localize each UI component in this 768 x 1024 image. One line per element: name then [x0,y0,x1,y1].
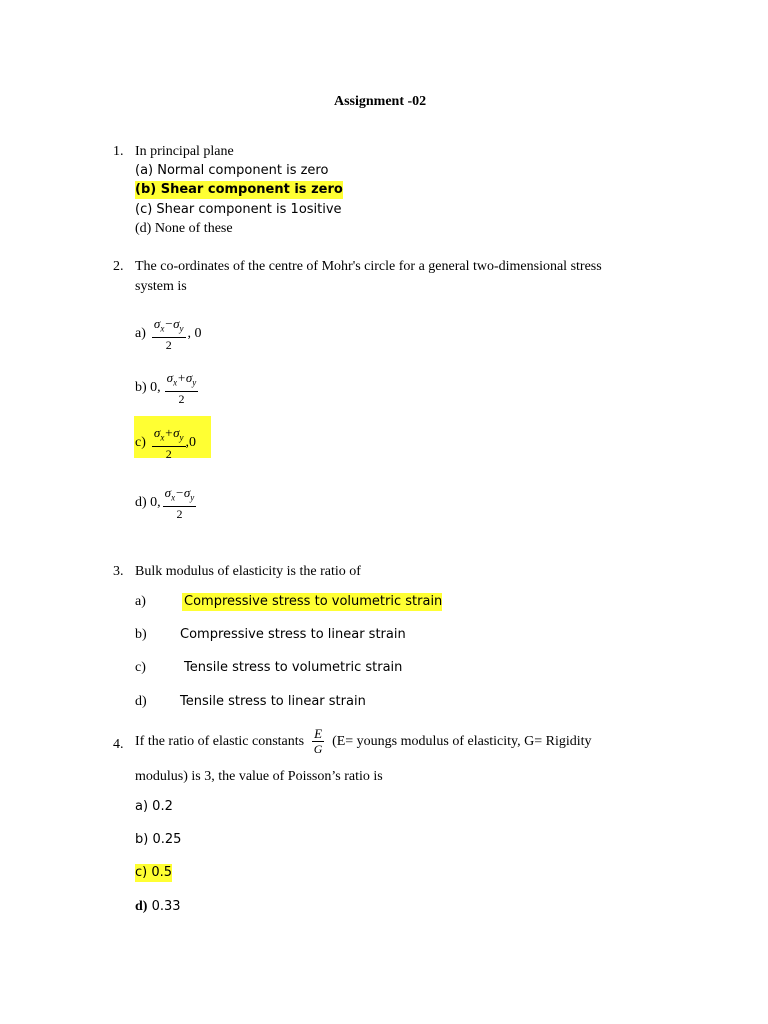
question-3-option-c-text: Tensile stress to volumetric strain [184,660,403,675]
question-3-number: 3. [113,564,124,579]
question-2-option-d [135,485,196,522]
question-3-option-d-label: d) [135,694,147,709]
option-value: 0.33 [147,899,181,914]
option-label: b) 0, [135,380,161,396]
question-4-option-b: b) 0.25 [135,832,182,847]
sigma-symbol: σ [164,485,172,500]
question-3-option-a-label: a) [135,594,146,609]
option-label: d) [135,899,148,914]
question-2-option-b [135,370,198,407]
question-3-option-b-text: Compressive stress to linear strain [180,627,406,642]
question-4-text-line1 [135,726,592,757]
denominator: 2 [176,506,183,521]
question-3-text: Bulk modulus of elasticity is the ratio of [135,564,361,579]
question-2-option-a [135,316,202,353]
option-label: d) 0, [135,495,161,511]
question-4-option-d [135,898,181,916]
question-4-text-before: If the ratio of elastic constants [135,733,305,749]
question-4-option-a: a) 0.2 [135,799,173,814]
sigma-symbol: σ [185,370,193,385]
subscript-x: x [173,377,178,388]
question-1-option-b: (b) Shear component is zero [135,182,343,197]
question-1-number: 1. [113,144,124,159]
fraction [152,425,186,462]
subscript-x: x [171,492,176,503]
option-label: a) [135,326,146,342]
page-title: Assignment -02 [334,94,427,109]
question-2-option-c [135,425,196,462]
question-2-number: 2. [113,259,124,274]
question-1-option-d: (d) None of these [135,221,233,236]
question-1-option-c: (c) Shear component is 1ositive [135,202,342,217]
operator: − [164,316,174,331]
question-4-text-after: (E= youngs modulus of elasticity, G= Rigidity [332,733,592,749]
denominator: 2 [165,446,172,461]
subscript-y: y [179,432,184,443]
question-2-text-line2: system is [135,279,187,294]
subscript-y: y [179,323,184,334]
denominator: 2 [178,391,185,406]
numerator: E [314,726,323,741]
subscript-y: y [190,492,195,503]
subscript-x: x [160,323,165,334]
question-2-text-line1: The co-ordinates of the centre of Mohr's circle for a general two-dimensional stress [135,259,602,274]
option-label: c) [135,435,146,451]
question-4-text-line2: modulus) is 3, the value of Poisson’s ratio is [135,769,383,784]
subscript-x: x [160,432,165,443]
question-1-text: In principal plane [135,144,234,159]
sigma-symbol: σ [153,316,161,331]
fraction [152,316,186,353]
question-3-option-d-text: Tensile stress to linear strain [180,694,366,709]
question-3-option-a-text: Compressive stress to volumetric strain [184,594,443,609]
fraction [165,370,199,407]
sigma-symbol: σ [183,485,191,500]
question-3-option-c-label: c) [135,660,146,675]
operator: + [177,370,186,385]
sigma-symbol: σ [166,370,174,385]
question-4-number: 4. [113,737,124,752]
sigma-symbol: σ [173,316,180,331]
question-4-option-c: c) 0.5 [135,865,173,880]
option-suffix: , 0 [187,326,202,342]
subscript-y: y [192,377,197,388]
operator: − [175,485,184,500]
fraction-e-over-g [312,726,324,757]
option-suffix: ,0 [185,435,197,451]
question-3-option-b-label: b) [135,627,147,642]
denominator: 2 [165,337,172,352]
fraction [163,485,197,522]
operator: + [164,425,174,440]
sigma-symbol: σ [173,425,180,440]
sigma-symbol: σ [153,425,161,440]
question-1-option-a: (a) Normal component is zero [135,163,329,178]
denominator: G [313,742,323,756]
